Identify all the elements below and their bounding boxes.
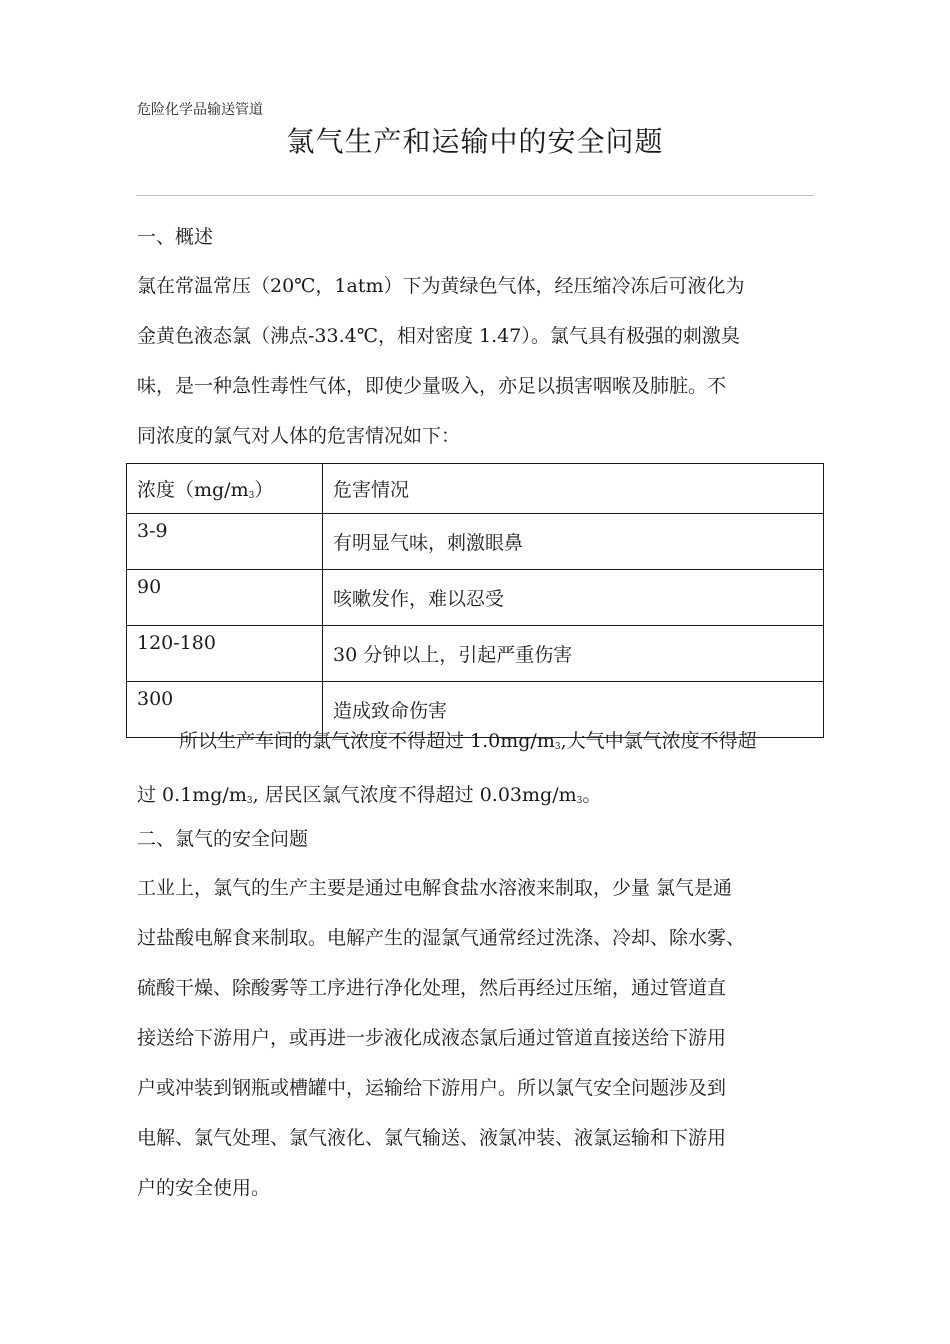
table-row [127, 570, 824, 626]
cell-concentration: 90 [127, 570, 323, 626]
text-line: 硫酸干燥、除酸雾等工序进行净化处理，然后再经过压缩，通过管道直 [137, 977, 727, 999]
text-line: 户的安全使用。 [137, 1177, 271, 1199]
text-line: 金黄色液态氯（沸点-33.4℃，相对密度 1.47）。氯气具有极强的刺激臭 [137, 325, 740, 347]
section-heading-overview: 一、概述 [137, 226, 214, 248]
text-line: 户或冲装到钢瓶或槽罐中，运输给下游用户。所以氯气安全问题涉及到 [137, 1077, 727, 1099]
header-label: 危险化学品输送管道 [137, 102, 263, 118]
page-title: 氯气生产和运输中的安全问题 [286, 125, 664, 158]
cell-concentration: 3-9 [127, 514, 323, 570]
header-cell-concentration: 浓度$(mg/m^3)$ [127, 464, 323, 514]
hazard-table [126, 463, 824, 738]
text-line: 同浓度的氯气对人体的危害情况如下： [137, 425, 461, 447]
header-cell-hazard: 危害情况 [323, 464, 824, 514]
table-row [127, 626, 824, 682]
intro-paragraph [137, 261, 817, 461]
text-line: 电解、氯气处理、氯气液化、氯气输送、液氯冲装、液氯运输和下游用 [137, 1127, 727, 1149]
cell-hazard: 有明显气味，刺激眼鼻 [323, 514, 824, 570]
text-line: 工业上，氯气的生产主要是通过电解食盐水溶液来制取，少量 氯气是通 [137, 877, 733, 899]
cell-concentration: 300 [127, 682, 323, 738]
table-header-row [127, 464, 824, 514]
safety-paragraph [137, 863, 817, 1213]
text-line: 氯在常温常压（20℃，1atm）下为黄绿色气体，经压缩冷冻后可液化为 [137, 275, 745, 297]
text-line: 所以生产车间的氯气浓度不得超过 $1.0mg/m^3$,大气中氯气浓度不得超 [179, 730, 757, 752]
limits-paragraph [137, 716, 817, 824]
text-line: 过盐酸电解食来制取。电解产生的湿氯气通常经过洗涤、冷却、除水雾、 [137, 927, 746, 949]
text-line: 过 $0.1mg/m^3$, 居民区氯气浓度不得超过 $0.03mg/m^3$。 [137, 784, 602, 806]
title-divider [136, 195, 814, 196]
text-line: 接送给下游用户，或再进一步液化成液态氯后通过管道直接送给下游用 [137, 1027, 727, 1049]
table-row [127, 514, 824, 570]
cell-concentration: 120-180 [127, 626, 323, 682]
text-line: 味，是一种急性毒性气体，即使少量吸入，亦足以损害咽喉及肺脏。不 [137, 375, 727, 397]
cell-hazard: 30 分钟以上，引起严重伤害 [323, 626, 824, 682]
cell-hazard: 造成致命伤害 [323, 682, 824, 738]
cell-hazard: 咳嗽发作，难以忍受 [323, 570, 824, 626]
section-heading-safety: 二、氯气的安全问题 [137, 828, 309, 850]
